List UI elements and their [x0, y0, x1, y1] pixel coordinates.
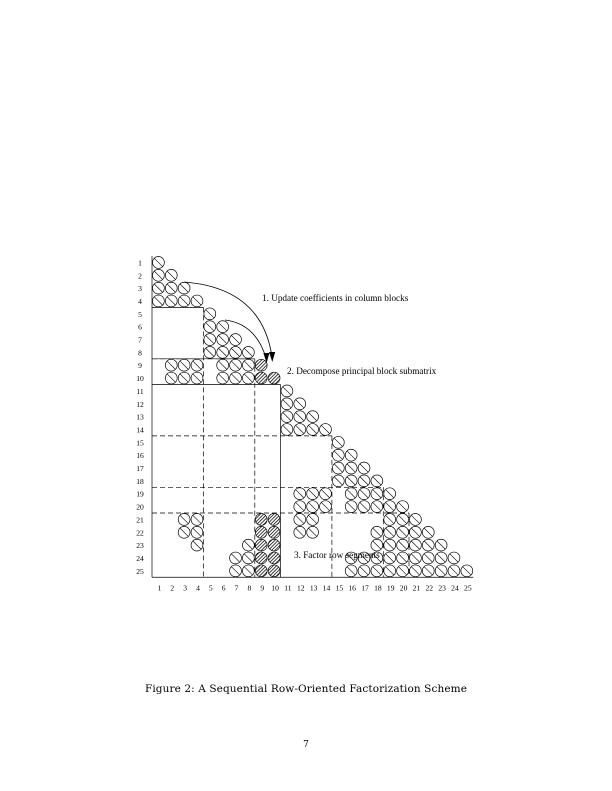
row-label: 15 — [136, 438, 144, 448]
column-label: 10 — [271, 583, 279, 593]
update-arrow-outer — [184, 282, 272, 357]
column-label: 5 — [208, 583, 213, 593]
row-label: 20 — [136, 502, 144, 512]
column-label: 24 — [451, 583, 459, 593]
column-label: 20 — [399, 583, 408, 593]
column-label: 1 — [157, 583, 162, 593]
row-label: 18 — [136, 476, 144, 486]
column-label: 6 — [221, 583, 226, 593]
row-label: 19 — [136, 489, 144, 499]
annotation-decompose: 2. Decompose principal block submatrix — [287, 366, 437, 376]
row-label: 14 — [136, 425, 144, 435]
column-label: 12 — [296, 583, 305, 593]
column-label: 22 — [425, 583, 434, 593]
nonzero-entries — [153, 257, 473, 577]
hatched-entry — [268, 514, 280, 526]
column-label: 16 — [348, 583, 356, 593]
row-label: 2 — [138, 271, 142, 281]
hatched-entry — [255, 359, 267, 371]
annotation-factor: 3. Factor row segments — [294, 550, 380, 560]
row-label: 1 — [138, 258, 142, 268]
row-label: 9 — [138, 361, 142, 371]
hatched-entry — [268, 552, 280, 564]
column-label: 2 — [170, 583, 175, 593]
hatched-entry — [255, 372, 267, 384]
column-label: 11 — [284, 583, 292, 593]
row-label: 16 — [136, 451, 144, 461]
row-label: 17 — [136, 464, 144, 474]
column-label: 7 — [234, 583, 239, 593]
row-label: 8 — [138, 348, 142, 358]
row-label: 25 — [136, 566, 144, 576]
column-label: 23 — [438, 583, 446, 593]
column-label: 25 — [464, 583, 472, 593]
hatched-entry — [255, 552, 267, 564]
hatched-entry — [268, 372, 280, 384]
row-label: 13 — [136, 412, 144, 422]
column-index-labels — [158, 583, 472, 592]
hatched-entry — [255, 539, 267, 551]
row-label: 6 — [138, 322, 142, 332]
page-number: 7 — [303, 740, 309, 750]
hatched-entry — [268, 539, 280, 551]
row-label: 7 — [138, 335, 142, 345]
annotation-update: 1. Update coefficients in column blocks — [262, 293, 409, 303]
column-label: 4 — [196, 583, 200, 593]
row-label: 12 — [136, 399, 144, 409]
row-label: 22 — [136, 528, 144, 538]
column-label: 3 — [183, 583, 188, 593]
row-label: 4 — [138, 296, 142, 306]
column-label: 21 — [412, 583, 421, 593]
hatched-entry — [255, 565, 267, 577]
row-label: 3 — [138, 284, 142, 294]
row-label: 10 — [136, 374, 144, 384]
column-label: 13 — [309, 583, 318, 593]
hatched-entry — [268, 565, 280, 577]
row-label: 11 — [136, 386, 144, 396]
column-label: 8 — [247, 583, 252, 593]
column-label: 14 — [322, 583, 331, 593]
column-label: 19 — [386, 583, 395, 593]
row-label: 23 — [136, 541, 144, 551]
row-index-labels — [136, 258, 144, 575]
row-label: 5 — [138, 309, 142, 319]
hatched-entry — [255, 526, 267, 538]
hatched-entry — [268, 526, 280, 538]
column-label: 17 — [361, 583, 369, 593]
update-arrow-head-outer — [269, 352, 275, 362]
column-label: 18 — [374, 583, 382, 593]
row-label: 21 — [136, 515, 144, 525]
figure-caption: Figure 2: A Sequential Row-Oriented Factorization Scheme — [144, 683, 468, 695]
column-label: 15 — [335, 583, 344, 593]
column-label: 9 — [260, 583, 265, 593]
row-label: 24 — [136, 553, 144, 563]
hatched-entry — [255, 514, 267, 526]
